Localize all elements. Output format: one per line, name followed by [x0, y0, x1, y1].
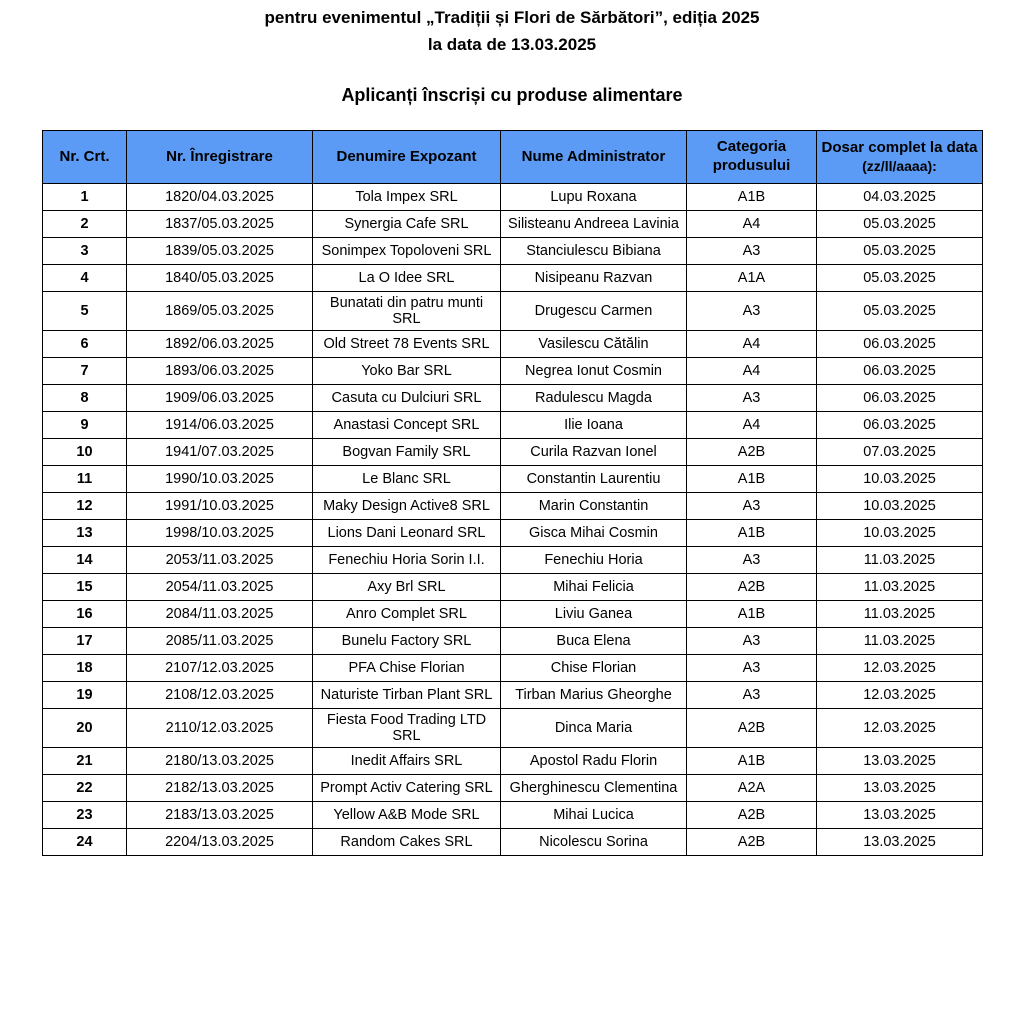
applicants-table: [42, 130, 983, 856]
cell-dosar-complet: 11.03.2025: [817, 573, 983, 600]
cell-nr-crt: 9: [43, 411, 127, 438]
cell-nr-crt: 5: [43, 291, 127, 330]
cell-dosar-complet: 05.03.2025: [817, 264, 983, 291]
cell-categoria-produsului: A1A: [687, 264, 817, 291]
cell-nr-inregistrare: 2107/12.03.2025: [127, 654, 313, 681]
cell-denumire-expozant: Fenechiu Horia Sorin I.I.: [313, 546, 501, 573]
header-line-1: pentru evenimentul „Tradiții și Flori de Sărbători”, ediția 2025: [264, 8, 760, 27]
cell-nume-administrator: Nisipeanu Razvan: [501, 264, 687, 291]
cell-nume-administrator: Gisca Mihai Cosmin: [501, 519, 687, 546]
cell-nr-inregistrare: 2183/13.03.2025: [127, 801, 313, 828]
cell-nume-administrator: Curila Razvan Ionel: [501, 438, 687, 465]
cell-nr-crt: 8: [43, 384, 127, 411]
cell-denumire-expozant: Prompt Activ Catering SRL: [313, 774, 501, 801]
cell-dosar-complet: 11.03.2025: [817, 546, 983, 573]
cell-nr-inregistrare: 1914/06.03.2025: [127, 411, 313, 438]
cell-denumire-expozant: Sonimpex Topoloveni SRL: [313, 237, 501, 264]
cell-denumire-expozant: La O Idee SRL: [313, 264, 501, 291]
table-row: [43, 546, 983, 573]
cell-denumire-expozant: Tola Impex SRL: [313, 183, 501, 210]
cell-denumire-expozant: Axy Brl SRL: [313, 573, 501, 600]
cell-nume-administrator: Marin Constantin: [501, 492, 687, 519]
cell-dosar-complet: 13.03.2025: [817, 801, 983, 828]
column-header-nr-inregistrare: Nr. Înregistrare: [127, 131, 313, 184]
cell-dosar-complet: 12.03.2025: [817, 681, 983, 708]
cell-dosar-complet: 10.03.2025: [817, 519, 983, 546]
cell-nr-inregistrare: 1892/06.03.2025: [127, 330, 313, 357]
cell-nume-administrator: Stanciulescu Bibiana: [501, 237, 687, 264]
section-title: Aplicanți înscriși cu produse alimentare: [341, 85, 683, 106]
cell-dosar-complet: 05.03.2025: [817, 291, 983, 330]
column-header-denumire-expozant: Denumire Expozant: [313, 131, 501, 184]
cell-nr-crt: 16: [43, 600, 127, 627]
cell-nr-inregistrare: 1998/10.03.2025: [127, 519, 313, 546]
cell-nr-crt: 10: [43, 438, 127, 465]
cell-denumire-expozant: Bunelu Factory SRL: [313, 627, 501, 654]
cell-nr-inregistrare: 2182/13.03.2025: [127, 774, 313, 801]
cell-categoria-produsului: A1B: [687, 747, 817, 774]
table-row: [43, 465, 983, 492]
table-row: [43, 801, 983, 828]
cell-denumire-expozant: Synergia Cafe SRL: [313, 210, 501, 237]
cell-denumire-expozant: Anastasi Concept SRL: [313, 411, 501, 438]
cell-categoria-produsului: A2B: [687, 828, 817, 855]
cell-denumire-expozant: Random Cakes SRL: [313, 828, 501, 855]
cell-nr-crt: 1: [43, 183, 127, 210]
cell-dosar-complet: 06.03.2025: [817, 411, 983, 438]
table-row: [43, 291, 983, 330]
cell-categoria-produsului: A4: [687, 330, 817, 357]
cell-dosar-complet: 13.03.2025: [817, 774, 983, 801]
table-row: [43, 264, 983, 291]
column-header-nume-administrator: Nume Administrator: [501, 131, 687, 184]
table-row: [43, 747, 983, 774]
cell-nr-crt: 3: [43, 237, 127, 264]
cell-dosar-complet: 13.03.2025: [817, 828, 983, 855]
cell-categoria-produsului: A3: [687, 546, 817, 573]
cell-nume-administrator: Negrea Ionut Cosmin: [501, 357, 687, 384]
table-row: [43, 357, 983, 384]
cell-nr-crt: 7: [43, 357, 127, 384]
cell-nume-administrator: Apostol Radu Florin: [501, 747, 687, 774]
cell-nr-inregistrare: 2180/13.03.2025: [127, 747, 313, 774]
cell-nume-administrator: Silisteanu Andreea Lavinia: [501, 210, 687, 237]
cell-nr-crt: 20: [43, 708, 127, 747]
table-row: [43, 183, 983, 210]
cell-categoria-produsului: A3: [687, 384, 817, 411]
cell-nr-inregistrare: 1941/07.03.2025: [127, 438, 313, 465]
cell-nr-inregistrare: 2054/11.03.2025: [127, 573, 313, 600]
cell-nr-crt: 19: [43, 681, 127, 708]
column-header-dosar-complet: [817, 131, 983, 184]
cell-categoria-produsului: A2B: [687, 801, 817, 828]
cell-nume-administrator: Vasilescu Cătălin: [501, 330, 687, 357]
cell-nr-crt: 21: [43, 747, 127, 774]
cell-dosar-complet: 05.03.2025: [817, 210, 983, 237]
table-header: [43, 131, 983, 184]
cell-nume-administrator: Mihai Felicia: [501, 573, 687, 600]
table-row: [43, 411, 983, 438]
table-row: [43, 438, 983, 465]
cell-denumire-expozant: PFA Chise Florian: [313, 654, 501, 681]
cell-denumire-expozant: Old Street 78 Events SRL: [313, 330, 501, 357]
cell-nume-administrator: Tirban Marius Gheorghe: [501, 681, 687, 708]
cell-categoria-produsului: A1B: [687, 465, 817, 492]
cell-nr-crt: 23: [43, 801, 127, 828]
cell-nr-crt: 13: [43, 519, 127, 546]
cell-denumire-expozant: Casuta cu Dulciuri SRL: [313, 384, 501, 411]
cell-nr-inregistrare: 1869/05.03.2025: [127, 291, 313, 330]
cell-nume-administrator: Fenechiu Horia: [501, 546, 687, 573]
cell-dosar-complet: 06.03.2025: [817, 357, 983, 384]
cell-categoria-produsului: A2B: [687, 438, 817, 465]
cell-dosar-complet: 11.03.2025: [817, 600, 983, 627]
cell-nume-administrator: Buca Elena: [501, 627, 687, 654]
cell-nume-administrator: Dinca Maria: [501, 708, 687, 747]
cell-nr-inregistrare: 1893/06.03.2025: [127, 357, 313, 384]
cell-nume-administrator: Radulescu Magda: [501, 384, 687, 411]
table-row: [43, 330, 983, 357]
cell-nr-crt: 4: [43, 264, 127, 291]
cell-nr-crt: 12: [43, 492, 127, 519]
table-row: [43, 681, 983, 708]
cell-nr-inregistrare: 1991/10.03.2025: [127, 492, 313, 519]
table-body: [43, 183, 983, 855]
cell-nr-crt: 14: [43, 546, 127, 573]
cell-dosar-complet: 12.03.2025: [817, 708, 983, 747]
cell-nume-administrator: Chise Florian: [501, 654, 687, 681]
cell-nr-crt: 18: [43, 654, 127, 681]
cell-nr-inregistrare: 2053/11.03.2025: [127, 546, 313, 573]
cell-nume-administrator: Lupu Roxana: [501, 183, 687, 210]
table-row: [43, 573, 983, 600]
cell-nr-crt: 24: [43, 828, 127, 855]
cell-categoria-produsului: A3: [687, 681, 817, 708]
cell-denumire-expozant: Yellow A&B Mode SRL: [313, 801, 501, 828]
cell-nr-crt: 17: [43, 627, 127, 654]
cell-nume-administrator: Constantin Laurentiu: [501, 465, 687, 492]
cell-dosar-complet: 12.03.2025: [817, 654, 983, 681]
cell-denumire-expozant: Yoko Bar SRL: [313, 357, 501, 384]
cell-denumire-expozant: Bogvan Family SRL: [313, 438, 501, 465]
cell-nume-administrator: Liviu Ganea: [501, 600, 687, 627]
cell-dosar-complet: 06.03.2025: [817, 330, 983, 357]
cell-nr-inregistrare: 2085/11.03.2025: [127, 627, 313, 654]
cell-dosar-complet: 11.03.2025: [817, 627, 983, 654]
table-row: [43, 519, 983, 546]
cell-categoria-produsului: A2A: [687, 774, 817, 801]
document-header: [42, 0, 982, 57]
column-header-dosar-complet-main: Dosar complet la data: [821, 138, 978, 156]
cell-dosar-complet: 13.03.2025: [817, 747, 983, 774]
cell-categoria-produsului: A2B: [687, 708, 817, 747]
cell-categoria-produsului: A3: [687, 291, 817, 330]
table-row: [43, 828, 983, 855]
cell-dosar-complet: 10.03.2025: [817, 492, 983, 519]
cell-nr-crt: 6: [43, 330, 127, 357]
cell-categoria-produsului: A4: [687, 411, 817, 438]
cell-categoria-produsului: A3: [687, 237, 817, 264]
cell-categoria-produsului: A1B: [687, 183, 817, 210]
cell-denumire-expozant: Bunatati din patru munti SRL: [313, 291, 501, 330]
cell-nume-administrator: Ilie Ioana: [501, 411, 687, 438]
cell-denumire-expozant: Fiesta Food Trading LTD SRL: [313, 708, 501, 747]
header-line-2: la data de 13.03.2025: [427, 34, 597, 54]
cell-denumire-expozant: Le Blanc SRL: [313, 465, 501, 492]
cell-denumire-expozant: Inedit Affairs SRL: [313, 747, 501, 774]
cell-categoria-produsului: A3: [687, 492, 817, 519]
cell-nr-crt: 11: [43, 465, 127, 492]
cell-categoria-produsului: A4: [687, 357, 817, 384]
cell-dosar-complet: 07.03.2025: [817, 438, 983, 465]
cell-categoria-produsului: A4: [687, 210, 817, 237]
cell-dosar-complet: 10.03.2025: [817, 465, 983, 492]
table-row: [43, 492, 983, 519]
table-row: [43, 774, 983, 801]
cell-denumire-expozant: Naturiste Tirban Plant SRL: [313, 681, 501, 708]
cell-nr-crt: 2: [43, 210, 127, 237]
cell-dosar-complet: 05.03.2025: [817, 237, 983, 264]
cell-nume-administrator: Nicolescu Sorina: [501, 828, 687, 855]
cell-categoria-produsului: A3: [687, 654, 817, 681]
table-row: [43, 627, 983, 654]
column-header-categoria-produsului: Categoria produsului: [687, 131, 817, 184]
cell-nr-crt: 22: [43, 774, 127, 801]
cell-nr-crt: 15: [43, 573, 127, 600]
cell-nume-administrator: Mihai Lucica: [501, 801, 687, 828]
cell-categoria-produsului: A1B: [687, 519, 817, 546]
cell-nume-administrator: Drugescu Carmen: [501, 291, 687, 330]
table-row: [43, 210, 983, 237]
column-header-dosar-complet-sub: (zz/ll/aaaa):: [862, 157, 937, 174]
table-row: [43, 600, 983, 627]
cell-dosar-complet: 06.03.2025: [817, 384, 983, 411]
table-row: [43, 384, 983, 411]
cell-nr-inregistrare: 2108/12.03.2025: [127, 681, 313, 708]
cell-nr-inregistrare: 2204/13.03.2025: [127, 828, 313, 855]
table-header-row: [43, 131, 983, 184]
cell-nr-inregistrare: 1840/05.03.2025: [127, 264, 313, 291]
cell-nr-inregistrare: 2110/12.03.2025: [127, 708, 313, 747]
table-row: [43, 708, 983, 747]
table-row: [43, 237, 983, 264]
cell-denumire-expozant: Anro Complet SRL: [313, 600, 501, 627]
column-header-nr-crt: Nr. Crt.: [43, 131, 127, 184]
cell-nr-inregistrare: 1839/05.03.2025: [127, 237, 313, 264]
cell-categoria-produsului: A1B: [687, 600, 817, 627]
cell-nr-inregistrare: 1820/04.03.2025: [127, 183, 313, 210]
cell-nume-administrator: Gherghinescu Clementina: [501, 774, 687, 801]
cell-nr-inregistrare: 1909/06.03.2025: [127, 384, 313, 411]
cell-nr-inregistrare: 1837/05.03.2025: [127, 210, 313, 237]
cell-denumire-expozant: Maky Design Active8 SRL: [313, 492, 501, 519]
cell-nr-inregistrare: 1990/10.03.2025: [127, 465, 313, 492]
cell-dosar-complet: 04.03.2025: [817, 183, 983, 210]
cell-categoria-produsului: A2B: [687, 573, 817, 600]
cell-nr-inregistrare: 2084/11.03.2025: [127, 600, 313, 627]
table-row: [43, 654, 983, 681]
cell-denumire-expozant: Lions Dani Leonard SRL: [313, 519, 501, 546]
cell-categoria-produsului: A3: [687, 627, 817, 654]
